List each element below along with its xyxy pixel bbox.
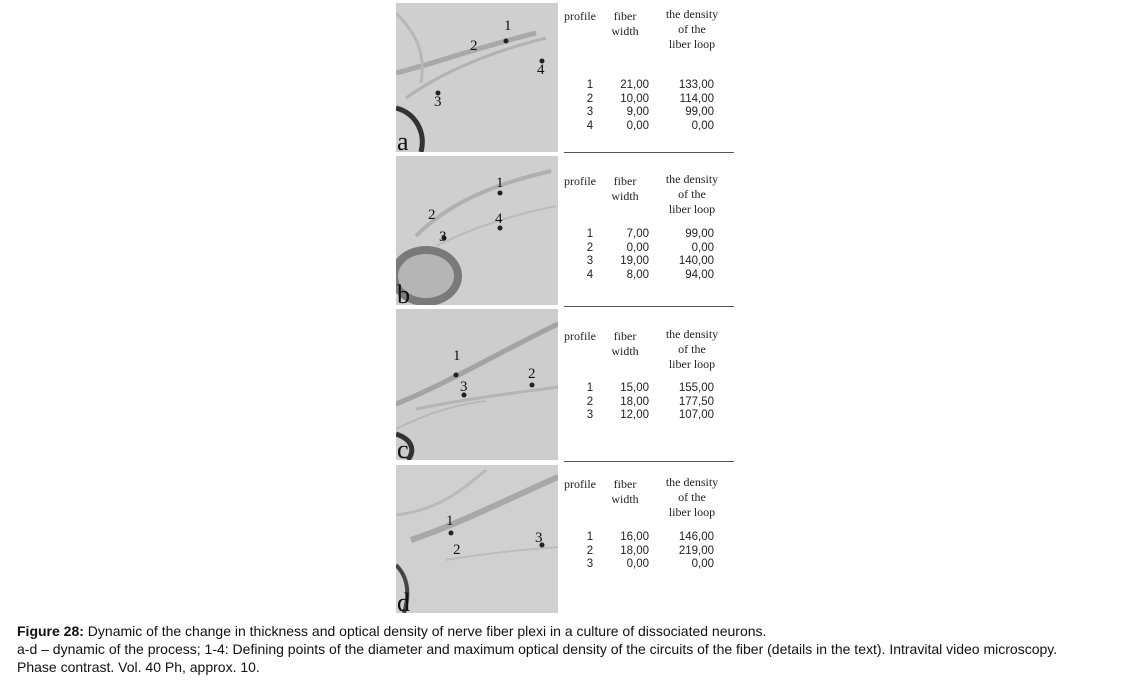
micrograph-d-image bbox=[396, 465, 558, 613]
panel-c bbox=[396, 309, 734, 460]
header-profile: profile bbox=[564, 329, 596, 343]
panel-letter: b bbox=[397, 280, 410, 305]
header-density: the density of the liber loop bbox=[665, 327, 719, 371]
fiber-width-column: 7,00 0,00 19,00 8,00 bbox=[620, 228, 649, 281]
density-column: 99,00 0,00 140,00 94,00 bbox=[678, 228, 714, 281]
data-table-c bbox=[564, 309, 734, 460]
header-profile: profile bbox=[564, 477, 596, 491]
caption-title: Dynamic of the change in thickness and optical density of nerve fiber plexi in a culture of dissociated neurons. bbox=[83, 623, 767, 639]
point-label: 1 bbox=[453, 348, 461, 364]
point-label: 2 bbox=[453, 542, 461, 558]
separator bbox=[564, 461, 734, 462]
header-density: the density of the liber loop bbox=[665, 7, 719, 51]
header-density: the density of the liber loop bbox=[665, 172, 719, 216]
density-column: 146,00 219,00 0,00 bbox=[678, 531, 714, 570]
header-fiber-width: fiber width bbox=[611, 329, 639, 358]
micrograph-c-image bbox=[396, 309, 558, 460]
panel-letter: c bbox=[397, 435, 409, 460]
point-label: 1 bbox=[496, 175, 504, 191]
data-table-d bbox=[564, 465, 734, 613]
micrograph-b-image bbox=[396, 156, 558, 305]
fiber-width-column: 15,00 18,00 12,00 bbox=[620, 382, 649, 421]
header-density: the density of the liber loop bbox=[665, 475, 719, 519]
density-column: 155,00 177,50 107,00 bbox=[678, 382, 714, 421]
panel-d bbox=[396, 465, 734, 613]
point-label: 2 bbox=[428, 207, 436, 223]
point-label: 1 bbox=[504, 18, 512, 34]
density-column: 133,00 114,00 99,00 0,00 bbox=[678, 79, 714, 132]
micrograph-c bbox=[396, 309, 558, 460]
separator bbox=[564, 152, 734, 153]
micrograph-a bbox=[396, 3, 558, 152]
micrograph-b bbox=[396, 156, 558, 305]
point-label: 4 bbox=[495, 211, 503, 227]
header-fiber-width: fiber width bbox=[611, 9, 639, 38]
point-label: 3 bbox=[439, 229, 447, 245]
header-profile: profile bbox=[564, 174, 596, 188]
data-table-b bbox=[564, 156, 734, 305]
profile-column: 1 2 3 4 bbox=[586, 79, 594, 132]
figure-28 bbox=[396, 3, 734, 613]
point-label: 4 bbox=[537, 62, 545, 78]
figure-caption bbox=[17, 622, 1117, 676]
point-label: 1 bbox=[446, 513, 454, 529]
fiber-width-column: 21,00 10,00 9,00 0,00 bbox=[620, 79, 649, 132]
caption-label: Figure 28: bbox=[17, 623, 84, 639]
panel-a bbox=[396, 3, 734, 152]
panel-b bbox=[396, 156, 734, 305]
point-label: 2 bbox=[470, 38, 478, 54]
data-table-a bbox=[564, 3, 734, 152]
point-label: 3 bbox=[535, 530, 543, 546]
separator bbox=[564, 306, 734, 307]
caption-title-line bbox=[17, 622, 1117, 640]
micrograph-d bbox=[396, 465, 558, 613]
micrograph-a-image bbox=[396, 3, 558, 152]
header-fiber-width: fiber width bbox=[611, 477, 639, 506]
panel-letter: a bbox=[397, 127, 409, 152]
profile-column: 1 2 3 bbox=[586, 382, 594, 421]
profile-column: 1 2 3 4 bbox=[586, 228, 594, 281]
caption-line-2: a-d – dynamic of the process; 1-4: Defining points of the diameter and maximum optical density of the circuits of the fiber (details in the text). Intravital video microscopy. bbox=[17, 641, 1058, 657]
point-label: 3 bbox=[460, 379, 468, 395]
caption-line-3: Phase contrast. Vol. 40 Ph, approx. 10. bbox=[17, 659, 260, 675]
header-profile: profile bbox=[564, 9, 596, 23]
header-fiber-width: fiber width bbox=[611, 174, 639, 203]
profile-column: 1 2 3 bbox=[586, 531, 594, 570]
panel-letter: d bbox=[397, 588, 410, 613]
point-label: 2 bbox=[528, 366, 536, 382]
fiber-width-column: 16,00 18,00 0,00 bbox=[620, 531, 649, 570]
point-label: 3 bbox=[434, 94, 442, 110]
